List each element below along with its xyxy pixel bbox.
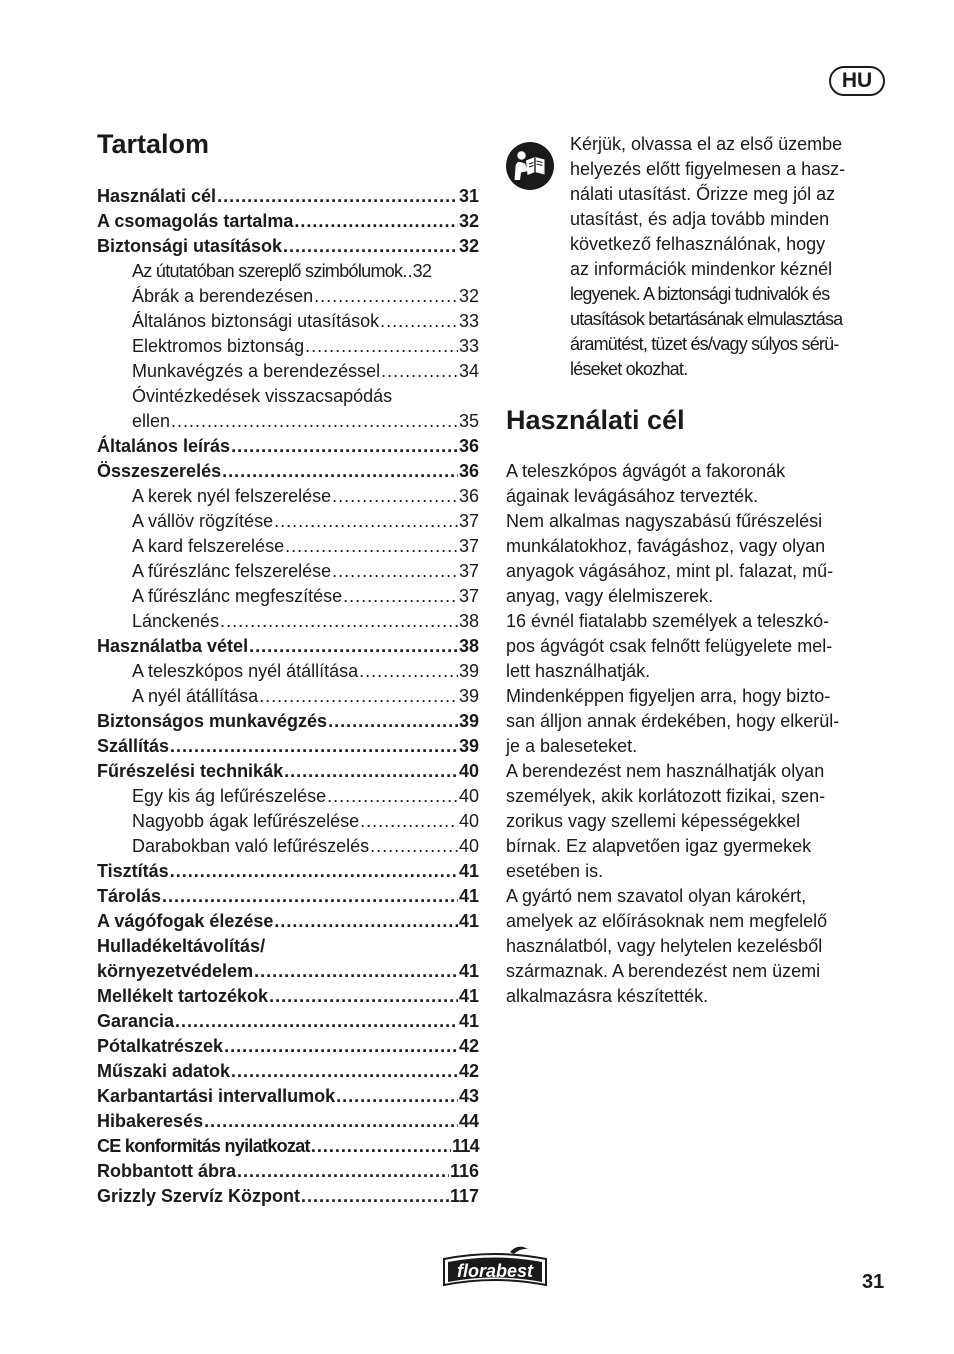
toc-subentry[interactable] [97,584,479,609]
toc-title: Tartalom [97,129,210,159]
toc-entry-page: 40 [458,786,479,806]
florabest-logo [438,1245,552,1291]
toc-entry[interactable] [97,959,479,984]
toc-entry-page: 36 [458,461,479,481]
toc-entry-page: 32 [412,261,432,281]
toc-leader [283,234,458,259]
toc-leader [231,1059,458,1084]
toc-entry[interactable] [97,909,479,934]
toc-leader [162,884,458,909]
toc-entry-title: A vállöv rögzítése [132,511,274,531]
toc-subentry[interactable] [97,659,479,684]
toc-entry-title: Munkavégzés a berendezéssel [132,361,381,381]
toc-entry-page: 44 [458,1111,479,1131]
toc-leader [305,334,458,359]
section-title: Használati cél [506,405,685,435]
toc-leader [301,1184,449,1209]
toc-entry[interactable] [97,984,479,1009]
toc-subentry[interactable] [97,534,479,559]
toc-entry-page: 40 [458,811,479,831]
toc-entry[interactable] [97,859,479,884]
toc-entry-page: 117 [449,1186,479,1206]
toc-entry-title: Összeszerelés [97,461,222,481]
toc-entry-page: 41 [458,861,479,881]
toc-leader [217,184,458,209]
toc-entry-title: Darabokban való lefűrészelés [132,836,370,856]
toc-entry[interactable] [97,884,479,909]
toc-entry-title: Pótalkatrészek [97,1036,224,1056]
toc-subentry[interactable] [97,309,479,334]
toc-entry-page: 37 [458,586,479,606]
toc-entry-page: 39 [458,661,479,681]
toc-leader [274,909,458,934]
toc-entry-page: 41 [458,886,479,906]
toc-entry-title: Hulladékeltávolítás/ [97,936,266,956]
toc-entry-page: 39 [458,736,479,756]
toc-entry-title: Karbantartási intervallumok [97,1086,336,1106]
toc-leader [380,309,458,334]
toc-entry-title: Nagyobb ágak lefűrészelése [132,811,360,831]
toc-leader [220,609,458,634]
toc-entry-title: Használatba vétel [97,636,249,656]
toc-leader [336,1084,458,1109]
toc-entry-title: környezetvédelem [97,961,254,981]
read-manual-icon [506,142,554,190]
toc-subentry[interactable] [97,834,479,859]
toc-leader [360,809,458,834]
toc-entry[interactable] [97,759,479,784]
toc-entry-title: Tárolás [97,886,162,906]
toc-entry-page: 37 [458,536,479,556]
toc-entry-page: 38 [458,611,479,631]
toc-entry-title: A csomagolás tartalma [97,211,294,231]
toc-leader [254,959,458,984]
toc-leader [359,659,458,684]
toc-entry-title: Egy kis ág lefűrészelése [132,786,327,806]
read-manual-text: Kérjük, olvassa el az első üzembe helyezés előtt figyelmesen a hasz- nálati utasítást. Őrizze meg jól az utasítást, és adja tovább minden következő felhasználónak, hogy az információk mindenkor kéznél legyenek. A biztonsági tudnivalók és utasítások betartásának elmulasztása áramütést, tüzet és/vagy súlyos sérü- léseket okozhat. [570,134,846,379]
toc-leader [269,984,458,1009]
toc-entry-title: Biztonságos munkavégzés [97,711,328,731]
toc-entry-title: Ábrák a berendezésen [132,286,314,306]
toc-entry-title: Garancia [97,1011,175,1031]
toc-subentry[interactable] [97,384,479,409]
toc-leader [170,734,458,759]
toc-subentry[interactable] [97,559,479,584]
toc-leader [274,509,458,534]
toc-entry-page: 34 [458,361,479,381]
toc-entry-page: 31 [458,186,479,206]
toc-subentry[interactable] [97,784,479,809]
toc-entry-title: Általános leírás [97,436,231,456]
toc-entry-page: 114 [452,1136,479,1156]
svg-text:florabest: florabest [456,1261,534,1281]
toc-leader [237,1159,449,1184]
toc-entry-title: A kard felszerelése [132,536,285,556]
toc-entry-page: 32 [458,211,479,231]
toc-entry-title: Mellékelt tartozékok [97,986,269,1006]
toc-entry-title: Biztonsági utasítások [97,236,283,256]
toc-entry-title: Szállítás [97,736,170,756]
toc-entry-title: Általános biztonsági utasítások [132,311,380,331]
toc-entry[interactable] [97,634,479,659]
toc-entry[interactable] [97,1034,479,1059]
toc-entry-title: Robbantott ábra [97,1161,236,1181]
toc-entry-page: 40 [458,836,479,856]
toc-entry-page: 41 [458,986,479,1006]
toc-leader [285,534,458,559]
toc-leader [249,634,458,659]
toc-entry-page: 33 [458,336,479,356]
toc-entry-page: 41 [458,1011,479,1031]
toc-entry-title: A kerek nyél felszerelése [132,486,332,506]
toc-leader [327,784,458,809]
toc-leader [408,259,412,284]
toc-entry-page: 116 [449,1161,479,1181]
intended-use-text: A teleszkópos ágvágót a fakoronák ágainak levágásához tervezték. Nem alkalmas nagyszabású fűrészelési munkálatokhoz, favágáshoz, vagy olyan anyagok vágásához, mint pl. falazat, mű- anyag, vagy élelmiszerek. 16 évnél fiatalabb személyek a teleszkó- pos ágvágót csak felnőtt felügyelete mel- lett használhatják. Mindenképpen figyeljen arra, hogy bizto- san álljon annak érdekében, hogy elkerül- je a baleseteket. A berendezést nem használhatják olyan személyek, akik korlátozott fizikai, szen- zorikus vagy szellemi képességekkel bírnak. Ez alapvetően igaz gyermekek esetében is. A gyártó nem szavatol olyan károkért, amelyek az előírásoknak nem megfelelő használatból, vagy helytelen kezelésből származnak. A berendezést nem üzemi alkalmazásra készítették. [506,461,840,1006]
toc-entry-title: A fűrészlánc felszerelése [132,561,332,581]
toc-entry-title: Grizzly Szervíz Központ [97,1186,301,1206]
toc-entry-page: 41 [458,961,479,981]
toc-leader [332,484,458,509]
toc-entry-page: 36 [458,486,479,506]
toc-leader [175,1009,458,1034]
toc-entry[interactable] [97,209,479,234]
toc-entry[interactable] [97,1134,479,1159]
toc-leader [171,409,458,434]
toc-entry[interactable] [97,1184,479,1209]
toc-entry[interactable] [97,434,479,459]
toc-entry-title: Tisztítás [97,861,169,881]
toc-entry[interactable] [97,184,479,209]
toc-entry-title: Az útutatóban szereplő szimbólumok. [132,261,407,281]
toc-entry[interactable] [97,1109,479,1134]
toc-entry-page: 42 [458,1061,479,1081]
toc-leader [284,759,458,784]
toc-entry-title: Műszaki adatok [97,1061,231,1081]
toc-subentry[interactable] [97,359,479,384]
read-manual-notice [506,132,886,388]
page-number: 31 [862,1271,885,1293]
toc-entry[interactable] [97,1009,479,1034]
toc-entry-title: Elektromos biztonság [132,336,305,356]
toc-leader [314,284,458,309]
toc-leader [294,209,458,234]
toc-entry-title: A vágófogak élezése [97,911,274,931]
toc-leader [311,1134,451,1159]
toc-list [97,184,479,1209]
toc-entry-page: 37 [458,511,479,531]
toc-entry-title: Óvintézkedések visszacsapódás [132,386,393,406]
toc-subentry[interactable] [97,684,479,709]
right-column [506,132,886,1006]
toc-entry-page: 35 [458,411,479,431]
toc-entry[interactable] [97,709,479,734]
toc-entry-page: 39 [458,686,479,706]
toc-entry-title: A teleszkópos nyél átállítása [132,661,359,681]
toc-leader [170,859,458,884]
toc-entry-page: 32 [458,236,479,256]
toc-entry[interactable] [97,1159,479,1184]
toc-entry-page: 43 [458,1086,479,1106]
toc-entry-title: CE konformitás nyilatkozat [97,1136,310,1156]
toc-entry-title: A nyél átállítása [132,686,259,706]
toc-subentry[interactable] [97,484,479,509]
toc-entry-page: 40 [458,761,479,781]
toc-entry-title: Használati cél [97,186,217,206]
toc-entry-page: 39 [458,711,479,731]
language-badge: HU [829,66,885,96]
toc-entry-title: A fűrészlánc megfeszítése [132,586,343,606]
table-of-contents [97,126,479,1209]
toc-leader [231,434,458,459]
toc-subentry[interactable] [97,284,479,309]
toc-leader [370,834,458,859]
toc-entry-page: 42 [458,1036,479,1056]
toc-entry-title: ellen [132,411,171,431]
toc-entry[interactable] [97,459,479,484]
toc-entry-title: Fűrészelési technikák [97,761,284,781]
toc-entry-page: 33 [458,311,479,331]
toc-entry[interactable] [97,234,479,259]
toc-entry-page: 38 [458,636,479,656]
toc-subentry[interactable] [97,809,479,834]
toc-subentry[interactable] [97,259,479,284]
toc-leader [343,584,458,609]
toc-leader [224,1034,458,1059]
toc-entry[interactable] [97,1084,479,1109]
toc-leader [332,559,458,584]
toc-leader [204,1109,458,1134]
toc-entry-title: Lánckenés [132,611,220,631]
toc-subentry[interactable] [97,409,479,434]
toc-entry-page: 36 [458,436,479,456]
toc-leader [259,684,458,709]
toc-subentry[interactable] [97,334,479,359]
toc-entry[interactable] [97,734,479,759]
toc-entry-title: Hibakeresés [97,1111,204,1131]
toc-entry[interactable] [97,934,479,959]
toc-leader [222,459,458,484]
toc-entry[interactable] [97,1059,479,1084]
toc-entry-page: 32 [458,286,479,306]
toc-subentry[interactable] [97,609,479,634]
toc-subentry[interactable] [97,509,479,534]
toc-leader [381,359,458,384]
toc-entry-page: 41 [458,911,479,931]
toc-entry-page: 37 [458,561,479,581]
toc-leader [328,709,458,734]
